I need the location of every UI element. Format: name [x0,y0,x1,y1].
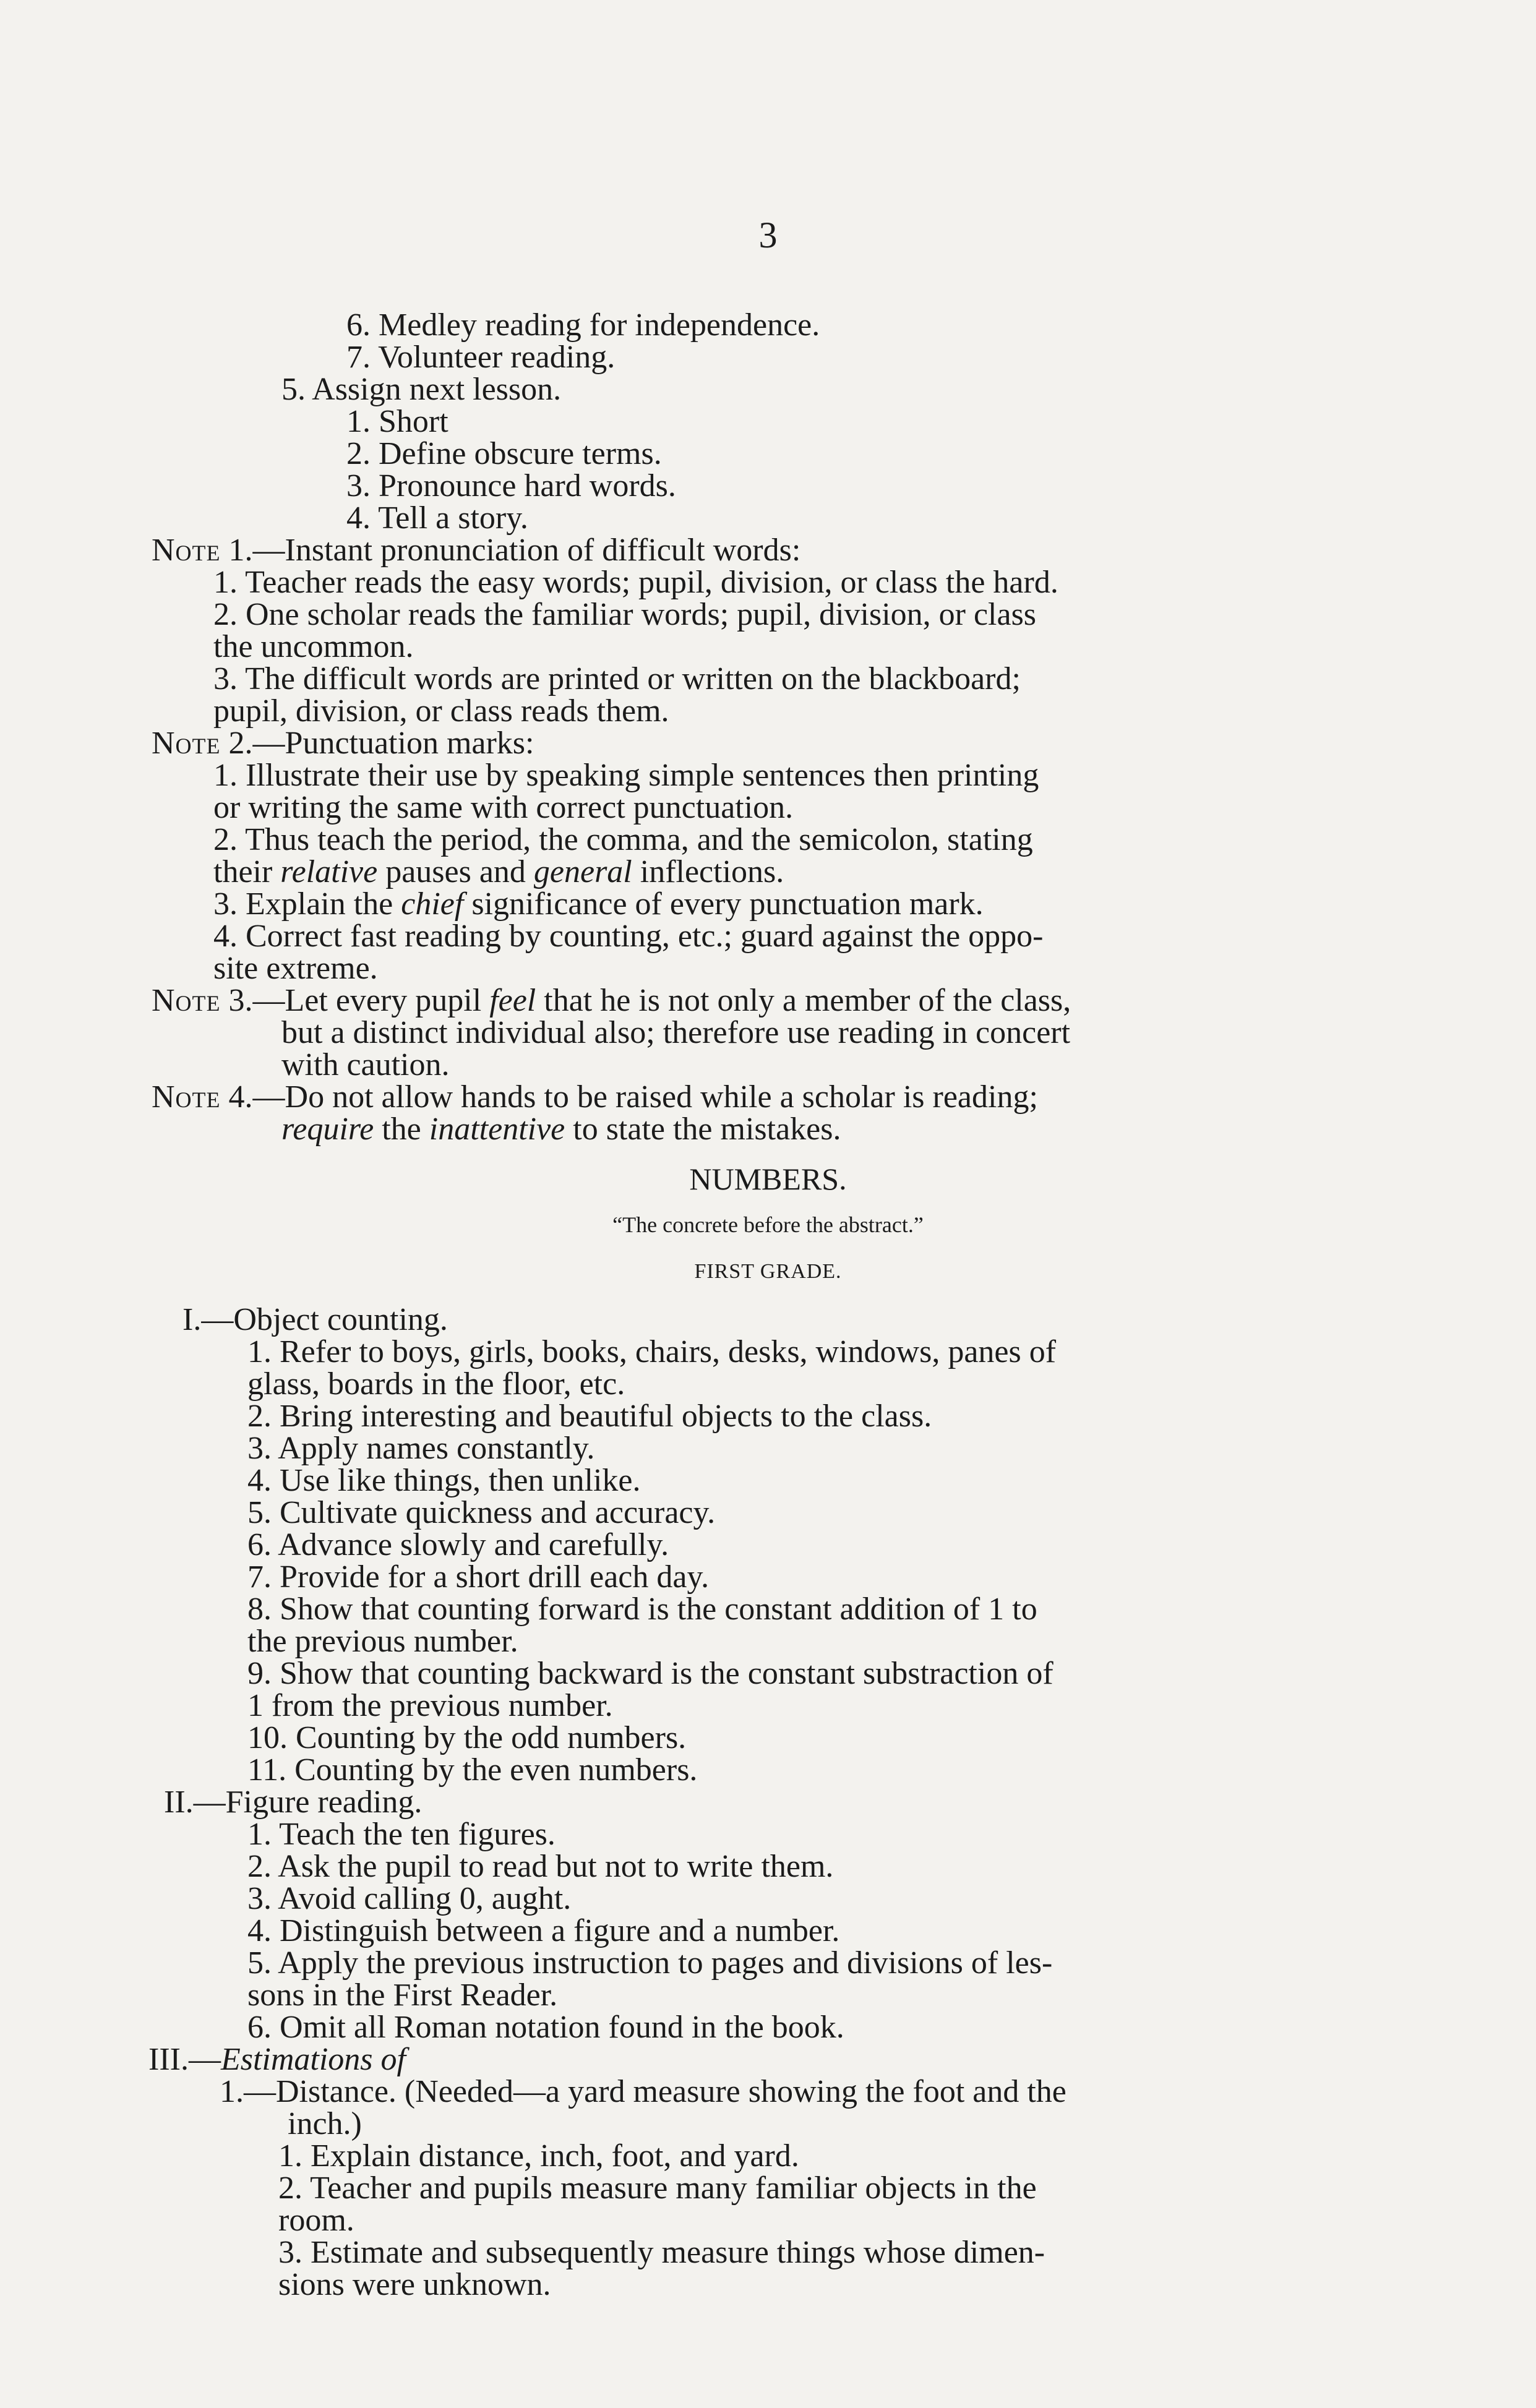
list-item: 1. Teach the ten figures. [247,1817,556,1852]
list-item: 5. Assign next lesson. [281,372,562,407]
part-heading: II.—Figure reading. [164,1785,423,1820]
list-item: 7. Volunteer reading. [346,340,616,375]
list-item: 2. Define obscure terms. [346,436,662,471]
list-item: 2. Bring interesting and beautiful objects to the class. [247,1399,932,1434]
list-item: 9. Show that counting backward is the constant substraction of 1 from the previous number. [247,1656,1053,1723]
list-item: 4. Use like things, then unlike. [247,1463,641,1498]
list-item: 3. Pronounce hard words. [346,468,676,503]
list-item: 10. Counting by the odd numbers. [247,1720,687,1755]
list-item: 6. Medley reading for independence. [346,307,820,343]
list-item: 5. Cultivate quickness and accuracy. [247,1495,716,1530]
list-item: 1. Explain distance, inch, foot, and yard. [278,2138,799,2174]
list-item: 4. Tell a story. [346,500,528,536]
list-item: 2. Thus teach the period, the comma, and the semicolon, stating their relative pauses and general inflections. [213,822,1033,889]
list-item: 3. Avoid calling 0, aught. [247,1881,572,1916]
list-item: 1. Illustrate their use by speaking simple sentences then printing or writing the same with correct punctuation. [213,758,1039,825]
list-item: 11. Counting by the even numbers. [247,1752,698,1788]
list-item: 1. Short [346,404,448,439]
note-4: Note 4.—Do not allow hands to be raised while a scholar is reading; require the inattentive to state the mistakes. [152,1079,1038,1147]
section-title: NUMBERS. [689,1162,847,1196]
list-item: 2. Ask the pupil to read but not to write them. [247,1849,834,1884]
list-item: 1. Teacher reads the easy words; pupil, division, or class the hard. [213,565,1058,600]
part-heading: III.—Estimations of [148,2042,406,2077]
list-item: 6. Advance slowly and carefully. [247,1527,669,1562]
list-item: 3. The difficult words are printed or written on the blackboard; pupil, division, or class reads them. [213,661,1021,729]
list-item: 2. One scholar reads the familiar words; pupil, division, or class the uncommon. [213,597,1037,664]
list-item: 3. Estimate and subsequently measure things whose dimen- sions were unknown. [278,2235,1045,2302]
list-item: 1. Refer to boys, girls, books, chairs, desks, windows, panes of glass, boards in the floor, etc. [247,1334,1057,1402]
sub-heading: 1.—Distance. (Needed—a yard measure showing the foot and the inch.) [220,2074,1066,2141]
list-item: 7. Provide for a short drill each day. [247,1559,710,1595]
section-motto: “The concrete before the abstract.” [612,1212,924,1237]
list-item: 8. Show that counting forward is the constant addition of 1 to the previous number. [247,1592,1037,1659]
note-1: Note 1.—Instant pronunciation of difficult words: [152,533,801,568]
list-item: 6. Omit all Roman notation found in the book. [247,2010,844,2045]
page-body [0,309,1536,2301]
list-item: 4. Correct fast reading by counting, etc.; guard against the oppo- site extreme. [213,919,1044,986]
list-item: 2. Teacher and pupils measure many familiar objects in the room. [278,2170,1037,2238]
note-3: Note 3.—Let every pupil feel that he is not only a member of the class, but a distinct individual also; therefore use reading in concert with caution. [152,983,1071,1082]
page-number: 3 [758,215,778,255]
list-item: 4. Distinguish between a figure and a number. [247,1913,840,1948]
list-item: 3. Explain the chief significance of every punctuation mark. [213,886,984,922]
list-item: 5. Apply the previous instruction to pages and divisions of les- sons in the First Reader. [247,1945,1053,2013]
section-subtitle: FIRST GRADE. [694,1260,842,1283]
part-heading: I.—Object counting. [182,1302,448,1337]
note-2: Note 2.—Punctuation marks: [152,726,534,761]
list-item: 3. Apply names constantly. [247,1431,595,1466]
